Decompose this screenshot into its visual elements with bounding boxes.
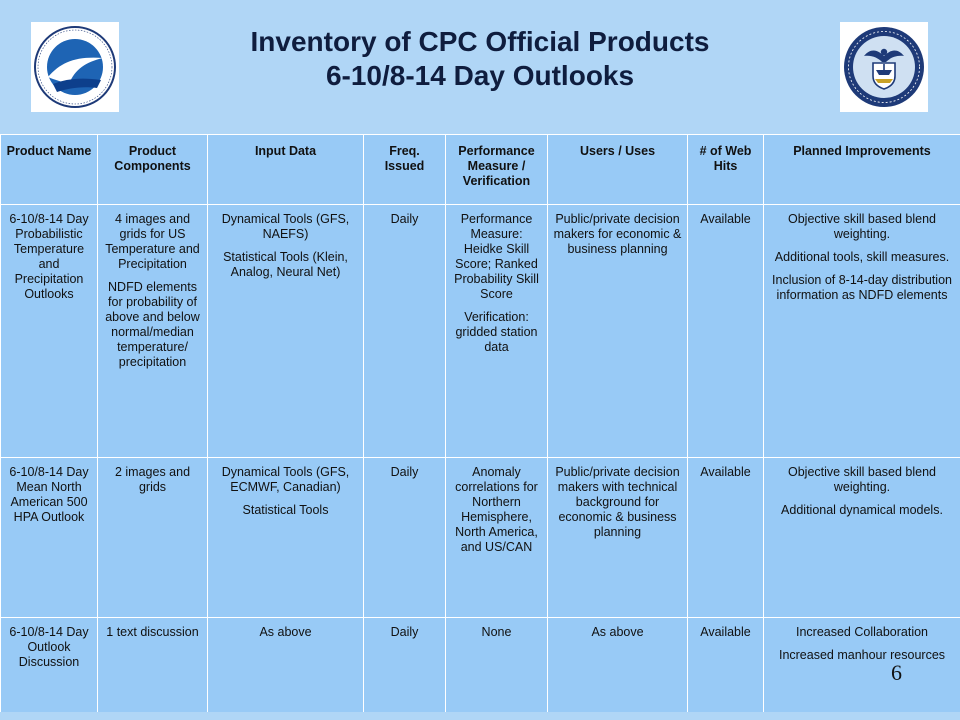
product-components-cell: 4 images and grids for US Temperature and Precipitation NDFD elements for probability of above and below normal/median temperature/ precipitation <box>98 205 208 458</box>
freq-issued-cell: Daily <box>364 618 446 713</box>
product-name-cell: 6-10/8-14 Day Outlook Discussion <box>1 618 98 713</box>
product-components-cell: 2 images and grids <box>98 458 208 618</box>
users-uses-cell: As above <box>548 618 688 713</box>
input-data-cell: Dynamical Tools (GFS, NAEFS) Statistical Tools (Klein, Analog, Neural Net) <box>208 205 364 458</box>
planned-improvements-cell: Objective skill based blend weighting. Additional dynamical models. <box>764 458 960 618</box>
column-header: Planned Improvements <box>764 135 960 205</box>
users-uses-cell: Public/private decision makers with technical background for economic & business planning <box>548 458 688 618</box>
noaa-logo <box>31 22 119 112</box>
freq-issued-cell: Daily <box>364 205 446 458</box>
column-header: Product Name <box>1 135 98 205</box>
column-header: Product Components <box>98 135 208 205</box>
product-name-cell: 6-10/8-14 Day Mean North American 500 HPA Outlook <box>1 458 98 618</box>
performance-measure-cell: None <box>446 618 548 713</box>
web-hits-cell: Available <box>688 618 764 713</box>
column-header: Input Data <box>208 135 364 205</box>
input-data-cell: Dynamical Tools (GFS, ECMWF, Canadian) Statistical Tools <box>208 458 364 618</box>
table-row <box>1 458 960 618</box>
users-uses-cell: Public/private decision makers for economic & business planning <box>548 205 688 458</box>
table-row <box>1 618 960 713</box>
performance-measure-cell: Anomaly correlations for Northern Hemisphere, North America, and US/CAN <box>446 458 548 618</box>
table-header-row <box>1 135 960 205</box>
table-row <box>1 205 960 458</box>
title-line-2: 6-10/8-14 Day Outlooks <box>325 60 635 91</box>
web-hits-cell: Available <box>688 205 764 458</box>
product-name-cell: 6-10/8-14 Day Probabilistic Temperature and Precipitation Outlooks <box>1 205 98 458</box>
bottom-band <box>0 712 960 720</box>
freq-issued-cell: Daily <box>364 458 446 618</box>
column-header: Performance Measure / Verification <box>446 135 548 205</box>
performance-measure-cell: Performance Measure: Heidke Skill Score; Ranked Probability Skill Score Verification: gridded station data <box>446 205 548 458</box>
web-hits-cell: Available <box>688 458 764 618</box>
noaa-logo-icon <box>31 22 119 112</box>
products-table <box>0 134 960 713</box>
column-header: Users / Uses <box>548 135 688 205</box>
product-components-cell: 1 text discussion <box>98 618 208 713</box>
commerce-seal <box>840 22 928 112</box>
column-header: # of Web Hits <box>688 135 764 205</box>
planned-improvements-cell: Objective skill based blend weighting. Additional tools, skill measures. Inclusion of 8-14-day distribution information as NDFD elements <box>764 205 960 458</box>
page-title <box>160 25 800 93</box>
slide-header <box>0 0 960 132</box>
commerce-seal-icon <box>840 22 928 112</box>
page-number: 6 <box>891 660 902 685</box>
planned-improvements-cell: Increased Collaboration Increased manhour resources <box>764 618 960 713</box>
input-data-cell: As above <box>208 618 364 713</box>
column-header: Freq. Issued <box>364 135 446 205</box>
title-line-1: Inventory of CPC Official Products <box>250 26 710 57</box>
